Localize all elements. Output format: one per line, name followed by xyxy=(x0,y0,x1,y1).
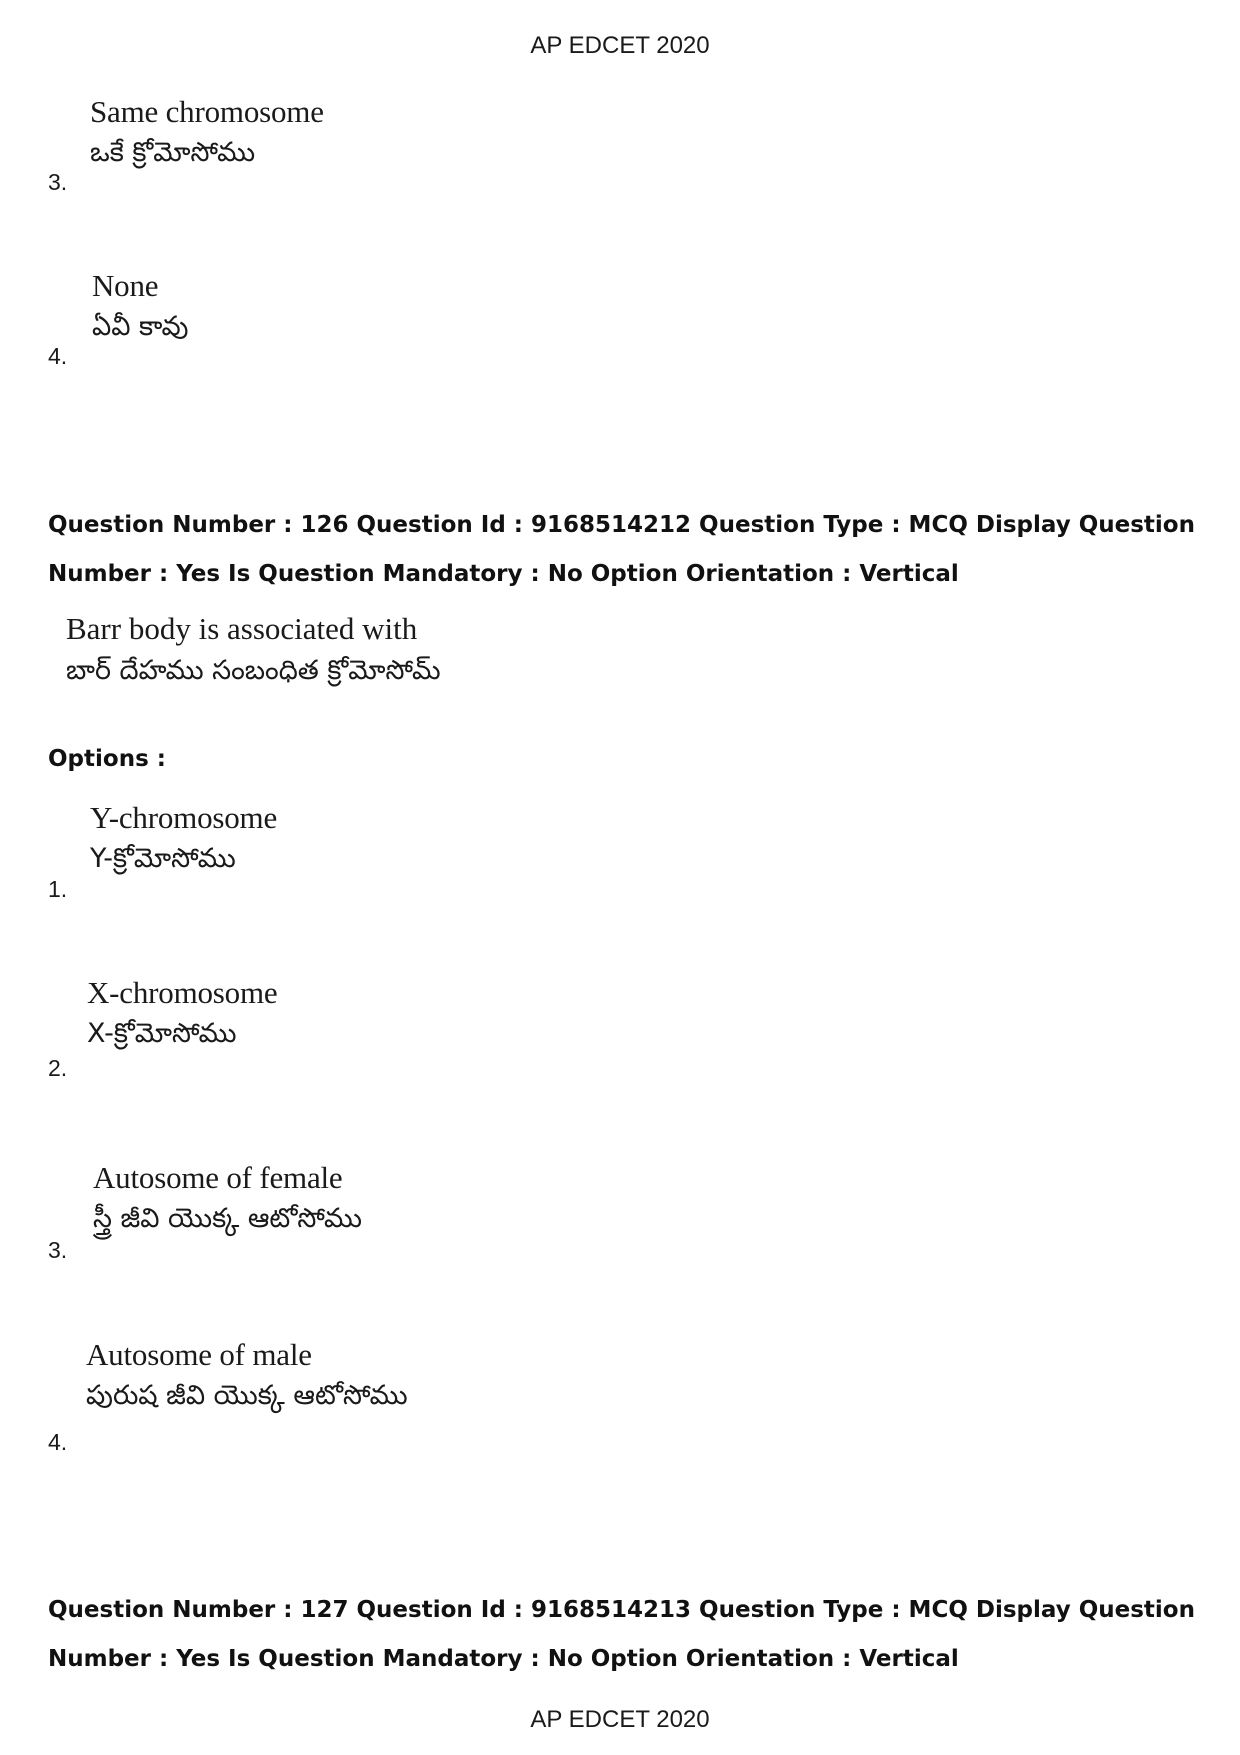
page-footer: AP EDCET 2020 xyxy=(530,1706,710,1733)
option-3-number: 3. xyxy=(48,1237,68,1263)
option-2-english: X-chromosome xyxy=(87,975,278,1010)
option-2-number: 2. xyxy=(48,1055,68,1081)
prev-option-4-number: 4. xyxy=(48,343,68,369)
option-4-number: 4. xyxy=(48,1429,68,1455)
question-127-meta-line2: Number : Yes Is Question Mandatory : No Option Orientation : Vertical xyxy=(48,1646,959,1672)
prev-option-4-telugu: ఏవీ కావు xyxy=(92,311,189,342)
question-127-meta-line1: Question Number : 127 Question Id : 9168514213 Question Type : MCQ Display Question xyxy=(48,1597,1195,1623)
prev-option-3-telugu: ఒకే క్రోమోసోము xyxy=(90,137,256,168)
option-3-english: Autosome of female xyxy=(93,1160,343,1195)
option-4-content xyxy=(86,1335,408,1417)
option-1-content xyxy=(90,798,277,880)
question-126-meta-line2: Number : Yes Is Question Mandatory : No Option Orientation : Vertical xyxy=(48,561,959,587)
prev-option-3-number: 3. xyxy=(48,169,68,195)
option-2-content xyxy=(87,973,277,1055)
prev-option-4-english: None xyxy=(92,268,159,303)
option-4-english: Autosome of male xyxy=(86,1337,312,1372)
prev-option-4-content xyxy=(92,266,189,348)
question-126-stem xyxy=(66,608,441,692)
prev-option-3-english: Same chromosome xyxy=(90,94,324,129)
option-2-telugu: X-క్రోమోసోము xyxy=(87,1018,237,1049)
option-3-telugu: స్త్రీ జీవి యొక్క ఆటోసోము xyxy=(93,1203,362,1234)
option-1-telugu: Y-క్రోమోసోము xyxy=(90,843,236,874)
question-127-meta xyxy=(48,1586,1198,1684)
option-1-number: 1. xyxy=(48,876,68,902)
options-label: Options : xyxy=(48,746,166,772)
option-1-english: Y-chromosome xyxy=(90,800,278,835)
question-126-stem-telugu: బార్ దేహము సంబంధిత క్రోమోసోమ్ xyxy=(66,655,441,686)
prev-option-3-content xyxy=(90,92,324,174)
option-4-telugu: పురుష జీవి యొక్క ఆటోసోము xyxy=(86,1380,408,1411)
option-3-content xyxy=(93,1158,362,1240)
question-126-stem-english: Barr body is associated with xyxy=(66,611,418,646)
question-126-meta-line1: Question Number : 126 Question Id : 9168514212 Question Type : MCQ Display Question xyxy=(48,512,1195,538)
question-126-meta xyxy=(48,501,1198,599)
page-header: AP EDCET 2020 xyxy=(530,32,710,59)
